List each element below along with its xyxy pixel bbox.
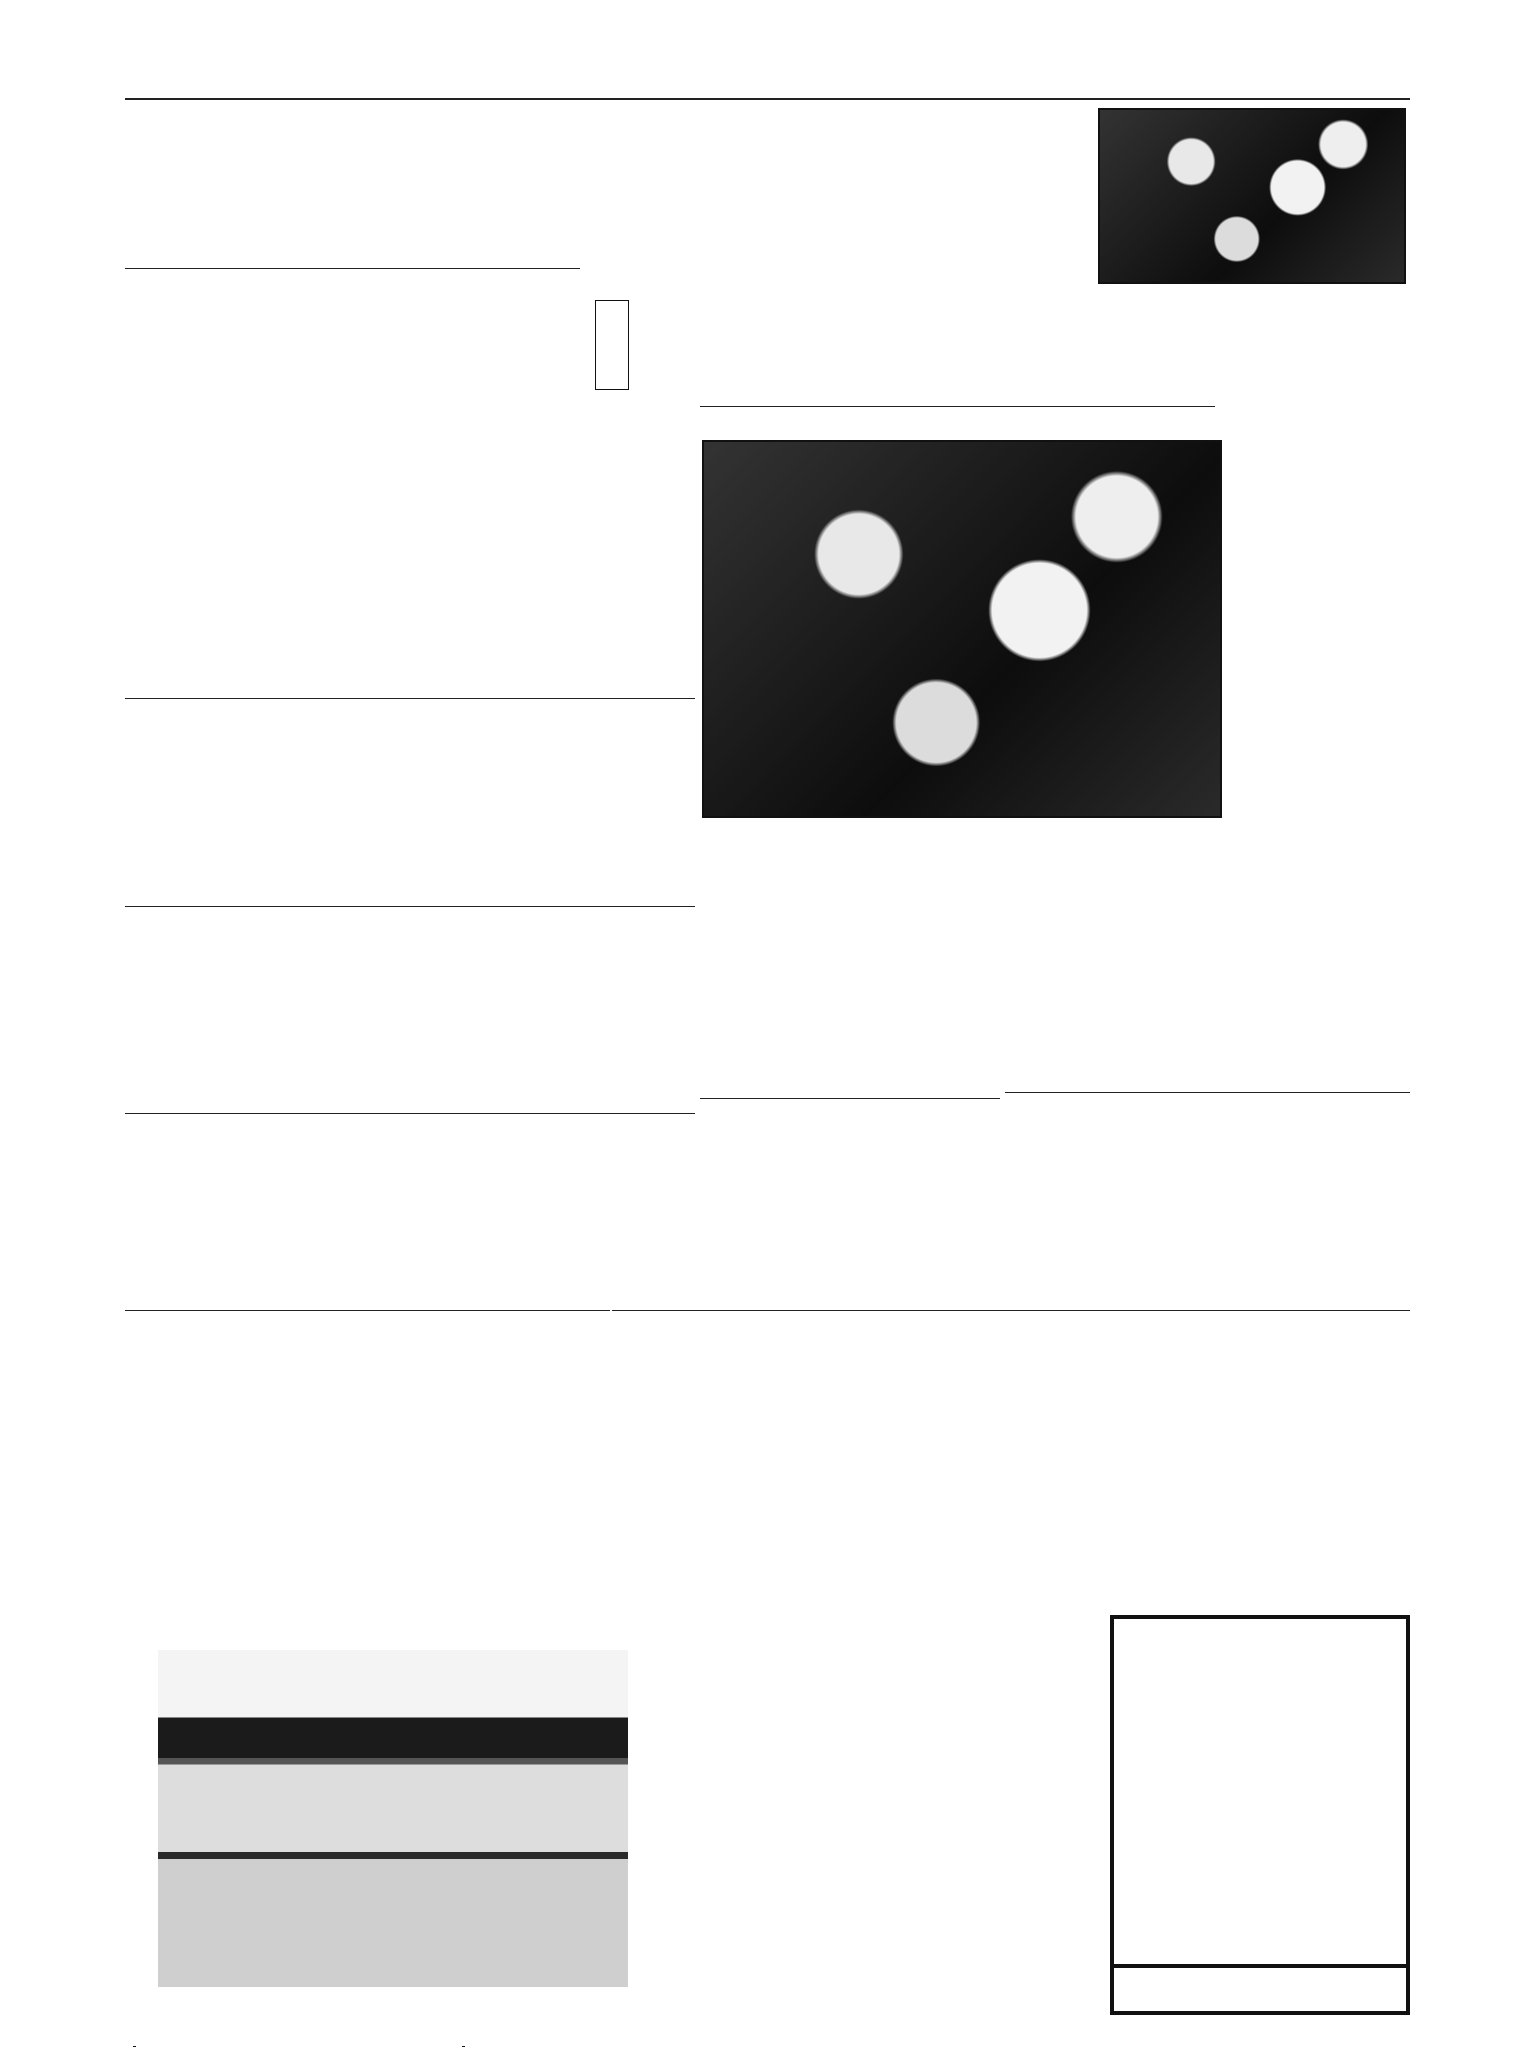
- dance-headline: [1058, 1620, 1104, 2010]
- dogs-col-rule-1: [125, 268, 580, 269]
- photo-club-rule: [125, 1310, 610, 1311]
- dogs-col-4: [125, 912, 545, 1110]
- photo-azalea-closeup: [702, 440, 1222, 818]
- family-col-rule-2: [612, 1310, 1410, 1311]
- dogs-col-2b: [560, 430, 690, 695]
- dogs-headline: [580, 150, 640, 420]
- azalea-col-4: [1005, 852, 1225, 1090]
- azalea-mid-rule: [1005, 1092, 1410, 1093]
- family-col-1: [700, 850, 865, 1095]
- ad-ishida-box: [133, 2022, 465, 2046]
- dogs-series-title: [640, 130, 680, 410]
- azalea-subhead: [1228, 400, 1290, 760]
- classifieds-box: [1110, 1615, 1410, 2015]
- dogs-col-rule-4: [125, 1113, 695, 1114]
- dogs-sub-headline: [548, 912, 610, 1102]
- azalea-col-3b: [1230, 760, 1408, 1090]
- dogs-col-rule-3: [125, 906, 695, 907]
- dogs-col-6: [125, 1118, 695, 1308]
- dogs-col-1b: [125, 104, 370, 264]
- dogs-subhead: [478, 360, 552, 660]
- azalea-col-rule: [700, 406, 1215, 407]
- family-col-4: [1012, 1316, 1410, 1501]
- azalea-headline: [1330, 320, 1408, 710]
- dogs-col-2: [125, 275, 470, 695]
- azalea-col-2: [700, 104, 975, 404]
- dogs-col-3: [125, 704, 695, 902]
- dogs-col-rule-2: [125, 698, 695, 699]
- photo-gate: [158, 1650, 628, 1987]
- family-col-2: [700, 1104, 1000, 1304]
- azalea-col-5: [1005, 1098, 1410, 1308]
- photo-album-caption: [123, 1655, 151, 1985]
- photo-club-headline: [500, 1340, 580, 1570]
- photo-club-body: [125, 1316, 493, 1601]
- newspaper-header: [125, 66, 1415, 96]
- photo-potted-azalea: [1098, 108, 1406, 284]
- photo-album-title: [160, 1615, 510, 1639]
- dance-subhead: [1010, 1660, 1056, 2010]
- azalea-photo-caption: [760, 822, 1180, 844]
- header-rule: [125, 98, 1410, 100]
- family-col-3: [612, 1316, 1012, 1501]
- family-col-5: [612, 1506, 1002, 1606]
- azalea-col-1: [975, 104, 1095, 404]
- family-col-rule-1: [700, 1098, 1000, 1099]
- dogs-col-5: [610, 912, 695, 1110]
- dance-body: [660, 1612, 1000, 2002]
- contact-bar: [1114, 1964, 1406, 1968]
